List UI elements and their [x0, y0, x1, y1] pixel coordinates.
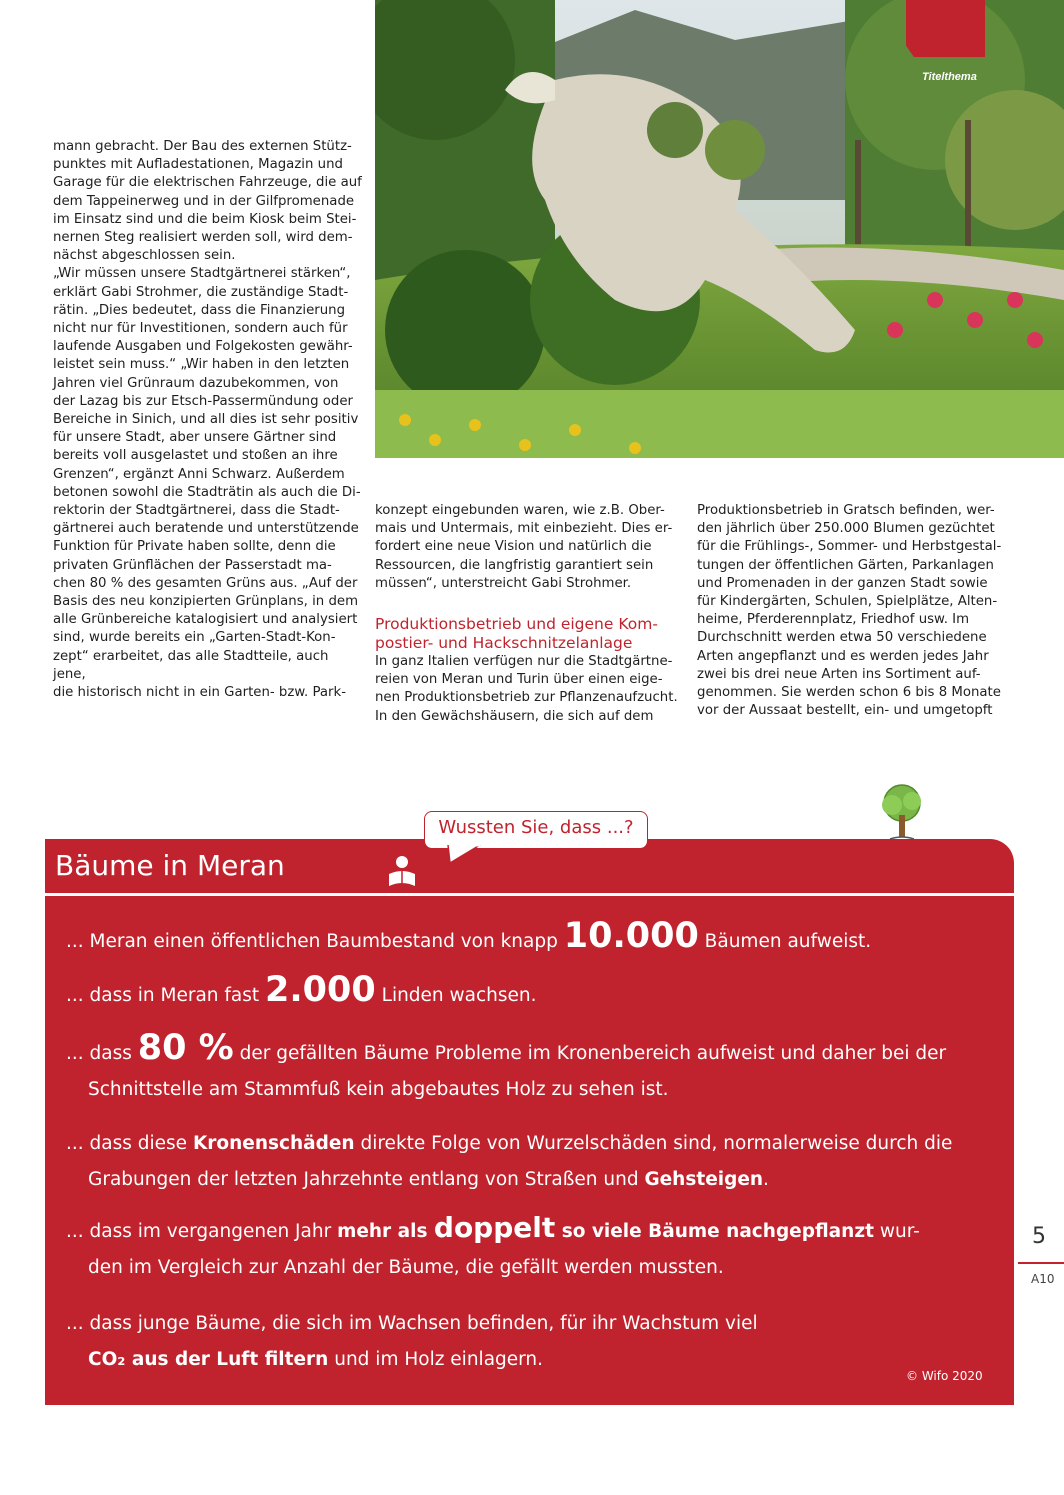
text-line: vor der Aussaat bestellt, ein- und umgetopft: [697, 703, 993, 719]
text-line: Arten angepflanzt und es werden jedes Jahr: [697, 648, 989, 664]
subheading-line: postier- und Hackschnitzelanlage: [375, 634, 633, 653]
text-line: punktes mit Aufladestationen, Magazin und: [53, 157, 343, 173]
reader-icon: [381, 854, 423, 890]
text-line: „Wir müssen unsere Stadtgärtnerei stärken“,: [53, 266, 351, 282]
text-line: tungen der öffentlichen Gärten, Parkanlagen: [697, 557, 994, 573]
text-line: rätin. „Dies bedeutet, dass die Finanzierung: [53, 302, 346, 318]
copyright: © Wifo 2020: [906, 1369, 983, 1383]
text-line: zwei bis drei neue Arten ins Sortiment auf-: [697, 666, 981, 682]
fact-1-text-end: Bäumen aufweist.: [698, 931, 872, 952]
text-line: Funktion für Private haben sollte, denn die: [53, 539, 336, 555]
text-line: alle Grünbereiche katalogisiert und analysiert: [53, 612, 358, 628]
text-line: und Promenaden in der ganzen Stadt sowie: [697, 575, 988, 591]
subheading-line: Produktionsbetrieb und eigene Kom-: [375, 615, 658, 634]
fact-6-text-end: und im Holz einlagern.: [328, 1349, 544, 1370]
text-line: für die Frühlings-, Sommer- und Herbstgestal-: [697, 539, 1002, 555]
article-column-2: [375, 502, 685, 726]
text-line: rektorin der Stadtgärtnerei, dass die Stadt-: [53, 503, 340, 519]
fact-4-line-2: [66, 1162, 996, 1198]
fact-1: [66, 918, 996, 960]
text-line: privaten Grünflächen der Passerstadt ma-: [53, 557, 332, 573]
fact-4-bold-2: Gehsteigen: [644, 1169, 764, 1190]
text-line: die historisch nicht in ein Garten- bzw. Park-: [53, 685, 346, 701]
fact-4-text-end: direkte Folge von Wurzelschäden sind, normalerweise durch die: [354, 1133, 953, 1154]
fact-2: [66, 972, 996, 1014]
fact-6-line-2: [66, 1342, 996, 1378]
fact-3-text: ... dass: [66, 1043, 138, 1064]
text-line: bereits voll ausgelastet und stoßen an ihre: [53, 448, 338, 464]
text-line: chen 80 % des gesamten Grüns aus. „Auf der: [53, 575, 358, 591]
text-line: für unsere Stadt, aber unsere Gärtner sind: [53, 430, 337, 446]
tree-icon: [872, 783, 932, 843]
text-line: In den Gewächshäusern, die sich auf dem: [375, 708, 654, 724]
text-line: im Einsatz sind und die beim Kiosk beim Stei-: [53, 211, 357, 227]
fact-6-bold: CO₂ aus der Luft filtern: [88, 1349, 329, 1370]
fact-2-text-end: Linden wachsen.: [375, 985, 537, 1006]
text-line: erklärt Gabi Strohmer, die zuständige Stadt-: [53, 284, 349, 300]
text-line: Basis des neu konzipierten Grünplans, in dem: [53, 594, 359, 610]
text-line: Durchschnitt werden etwa 50 verschiedene: [697, 630, 987, 646]
fact-4-line-2-text: Grabungen der letzten Jahrzehnte entlang von Straßen und: [88, 1169, 645, 1190]
text-line: nernen Steg realisiert werden soll, wird dem-: [53, 230, 353, 246]
article-column-1: [53, 138, 363, 702]
text-line: leistet sein muss.“ „Wir haben in den letzten: [53, 357, 350, 373]
text-line: heime, Pferderennplatz, Friedhof usw. Im: [697, 612, 970, 628]
fact-4-period: .: [763, 1169, 769, 1190]
text-line: laufende Ausgaben und Folgekosten gewähr-: [53, 339, 353, 355]
text-line: nächst abgeschlossen sein.: [53, 248, 236, 264]
text-line: für Kindergärten, Schulen, Spielplätze, Alten-: [697, 594, 998, 610]
text-line: nicht nur für Investitionen, sondern auch für: [53, 321, 348, 337]
topiary-photo: [375, 0, 1064, 458]
fact-5: [66, 1210, 996, 1286]
page-number-rule: [1018, 1262, 1064, 1264]
section-label: Titelthema: [922, 71, 977, 83]
fact-2-text: ... dass in Meran fast: [66, 985, 266, 1006]
text-line: reien von Meran und Turin über einen eige-: [375, 672, 663, 688]
text-line: Garage für die elektrischen Fahrzeuge, die auf: [53, 175, 362, 191]
fact-5-text: ... dass im vergangenen Jahr: [66, 1221, 338, 1242]
text-line: In ganz Italien verfügen nur die Stadtgärtne-: [375, 654, 673, 670]
bubble-text: Wussten Sie, dass ...?: [438, 817, 634, 838]
text-line: Produktionsbetrieb in Gratsch befinden, wer-: [697, 503, 995, 518]
page-code: A10: [1031, 1272, 1055, 1286]
text-line: Jahren viel Grünraum dazubekommen, von: [53, 375, 339, 391]
text-line: mann gebracht. Der Bau des externen Stütz-: [53, 139, 352, 154]
fact-3-line-2: Schnittstelle am Stammfuß kein abgebautes Holz zu sehen ist.: [88, 1079, 669, 1100]
subheading: [375, 615, 685, 653]
fact-3-number: 80 %: [137, 1028, 234, 1068]
text-line: Grenzen“, ergänzt Anni Schwarz. Außerdem: [53, 466, 345, 482]
section-tab: [906, 0, 985, 57]
text-line: genommen. Sie werden schon 6 bis 8 Monate: [697, 685, 1001, 701]
fact-5-bold-2: so viele Bäume nachgepflanzt: [555, 1221, 874, 1242]
info-box-title: Bäume in Meran: [55, 849, 285, 882]
page-number: 5: [1032, 1224, 1046, 1249]
article-column-3: [697, 502, 1007, 720]
text-line: den jährlich über 250.000 Blumen gezüchtet: [697, 521, 995, 537]
fact-2-number: 2.000: [265, 970, 376, 1010]
fact-1-text: ... Meran einen öffentlichen Baumbestand von knapp: [66, 931, 564, 952]
fact-4-text: ... dass diese: [66, 1133, 193, 1154]
text-line: sind, wurde bereits ein „Garten-Stadt-Kon-: [53, 630, 336, 646]
text-line: konzept eingebunden waren, wie z.B. Ober-: [375, 503, 665, 518]
fact-4-bold: Kronenschäden: [192, 1133, 355, 1154]
speech-bubble-tail: [446, 845, 486, 865]
text-line: müssen“, unterstreicht Gabi Strohmer.: [375, 575, 632, 591]
fact-6-text: ... dass junge Bäume, die sich im Wachsen befinden, für ihr Wachstum viel: [66, 1313, 758, 1334]
text-line: mais und Untermais, mit einbezieht. Dies er-: [375, 521, 673, 537]
fact-1-number: 10.000: [563, 916, 699, 956]
fact-3: [66, 1030, 996, 1108]
text-line: Bereiche in Sinich, und all dies ist sehr positiv: [53, 412, 359, 428]
text-line: Ressourcen, die langfristig garantiert sein: [375, 557, 654, 573]
fact-3-text-end: der gefällten Bäume Probleme im Kronenbereich aufweist und daher bei der: [233, 1043, 947, 1064]
text-line: nen Produktionsbetrieb zur Pflanzenaufzucht.: [375, 690, 678, 706]
fact-5-text-end: wur-: [873, 1221, 920, 1242]
fact-5-emphasis: doppelt: [433, 1211, 556, 1244]
text-line: dem Tappeinerweg und in der Gilfpromenade: [53, 193, 355, 209]
fact-5-bold: mehr als: [337, 1221, 434, 1242]
fact-6: [66, 1306, 996, 1378]
text-line: der Lazag bis zur Etsch-Passermündung oder: [53, 393, 353, 409]
text-line: betonen sowohl die Stadträtin als auch die Di-: [53, 484, 361, 500]
text-line: gärtnerei auch beratende und unterstützende: [53, 521, 359, 537]
text-line: zept“ erarbeitet, das alle Stadtteile, auch jene,: [53, 648, 329, 682]
fact-4: [66, 1126, 996, 1198]
fact-5-line-2: den im Vergleich zur Anzahl der Bäume, die gefällt werden mussten.: [88, 1257, 724, 1278]
text-line: fordert eine neue Vision und natürlich die: [375, 539, 652, 555]
